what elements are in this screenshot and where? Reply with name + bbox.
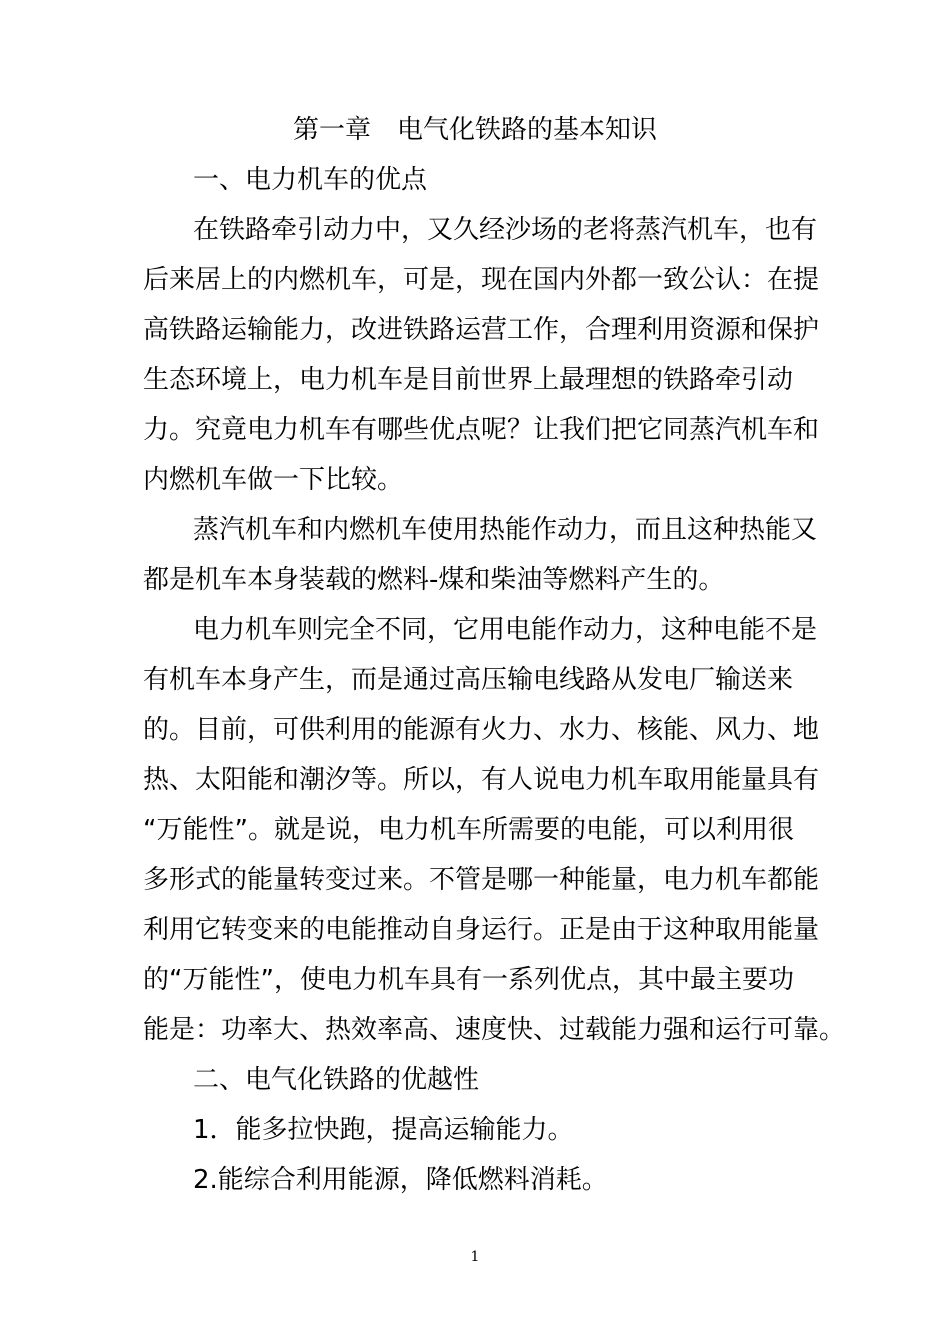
section-heading-2: 二、电气化铁路的优越性	[193, 1065, 480, 1095]
paragraph-line: 的“万能性”，使电力机车具有一系列优点，其中最主要功	[143, 965, 794, 995]
paragraph-line: 利用它转变来的电能推动自身运行。正是由于这种取用能量	[143, 915, 820, 945]
paragraph-line: 能是：功率大、热效率高、速度快、过载能力强和运行可靠。	[143, 1015, 846, 1045]
paragraph-line: 的。目前，可供利用的能源有火力、水力、核能、风力、地	[143, 715, 820, 745]
paragraph-line: 都是机车本身装载的燃料-煤和柴油等燃料产生的。	[143, 565, 725, 595]
paragraph-line: 力。究竟电力机车有哪些优点呢？让我们把它同蒸汽机车和	[143, 415, 820, 445]
paragraph-line: “万能性”。就是说，电力机车所需要的电能，可以利用很	[143, 815, 794, 845]
list-item: 1．能多拉快跑，提高运输能力。	[193, 1115, 574, 1145]
list-item: 2.能综合利用能源，降低燃料消耗。	[193, 1165, 608, 1195]
paragraph-line: 蒸汽机车和内燃机车使用热能作动力，而且这种热能又	[193, 515, 818, 545]
paragraph-line: 电力机车则完全不同，它用电能作动力，这种电能不是	[193, 615, 818, 645]
chapter-title: 第一章 电气化铁路的基本知识	[292, 115, 657, 145]
paragraph-line: 后来居上的内燃机车，可是，现在国内外都一致公认：在提	[143, 265, 820, 295]
page-number: 1	[470, 1249, 480, 1265]
paragraph-line: 有机车本身产生，而是通过高压输电线路从发电厂输送来	[143, 665, 794, 695]
section-heading-1: 一、电力机车的优点	[193, 165, 428, 195]
paragraph-line: 多形式的能量转变过来。不管是哪一种能量，电力机车都能	[143, 865, 820, 895]
paragraph-line: 高铁路运输能力，改进铁路运营工作，合理利用资源和保护	[143, 315, 820, 345]
paragraph-line: 生态环境上，电力机车是目前世界上最理想的铁路牵引动	[143, 365, 794, 395]
paragraph-line: 内燃机车做一下比较。	[143, 465, 404, 495]
paragraph-line: 热、太阳能和潮汐等。所以，有人说电力机车取用能量具有	[143, 765, 820, 795]
paragraph-line: 在铁路牵引动力中，又久经沙场的老将蒸汽机车，也有	[193, 215, 818, 245]
